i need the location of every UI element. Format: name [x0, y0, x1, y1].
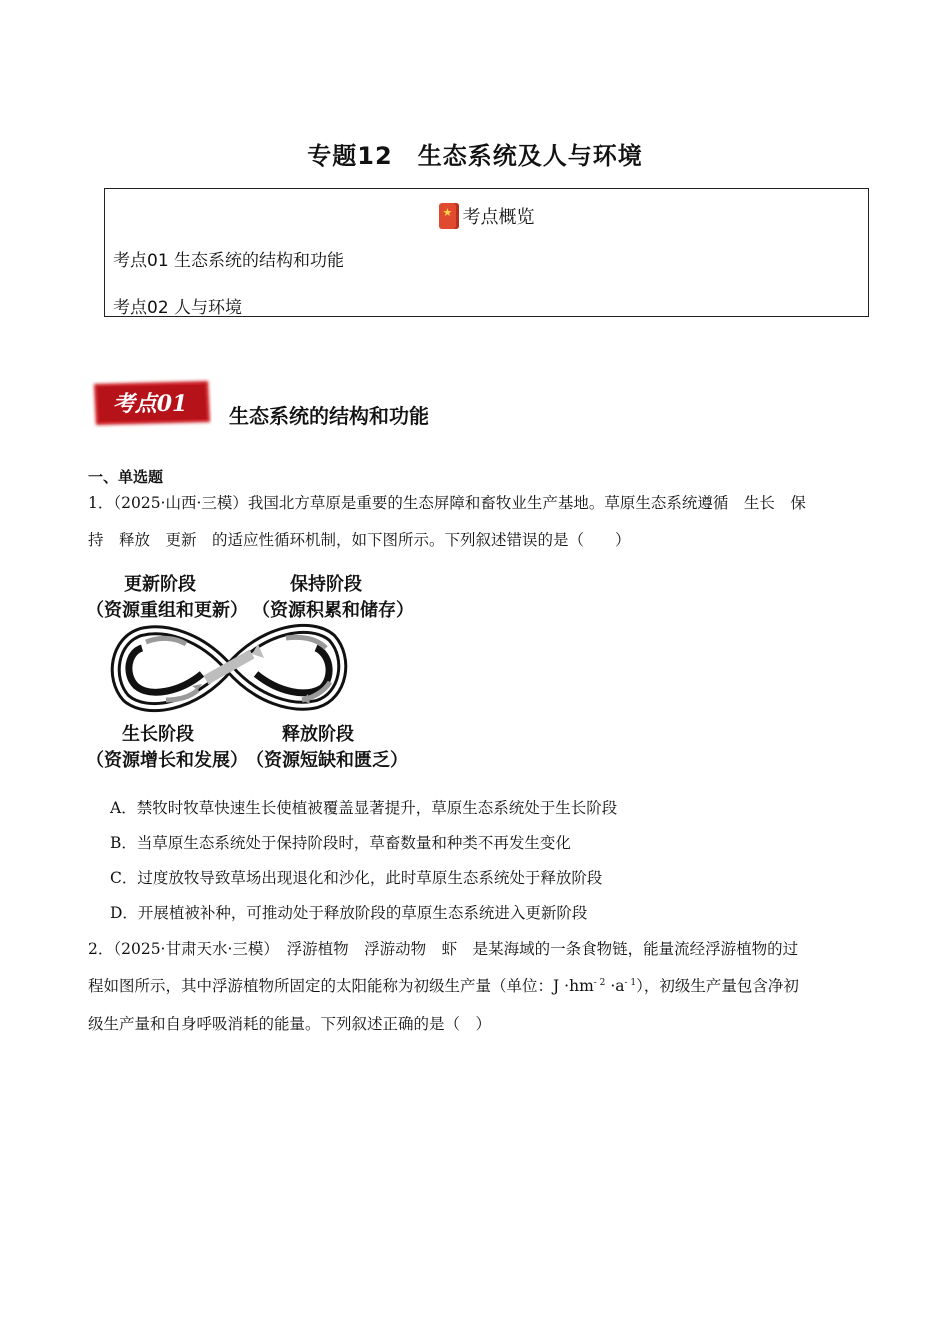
overview-box [104, 188, 869, 317]
overview-item-1: 考点01 生态系统的结构和功能 [113, 251, 345, 271]
label-release-sub: （资源短缺和匮乏） [246, 750, 408, 771]
q1-stem-line1: 1．（2025·山西·三模）我国北方草原是重要的生态屏障和畜牧业生产基地。草原生态系统遵循 生长 保 [88, 494, 806, 512]
section-title: 生态系统的结构和功能 [229, 404, 429, 428]
q2-line2-end: ），初级生产量包含净初 [636, 977, 799, 995]
unit-exponent-1: - 2 [593, 977, 606, 988]
book-icon [439, 203, 459, 229]
label-maintain: 保持阶段 [290, 574, 362, 595]
q2-line2-start: 程如图所示，其中浮游植物所固定的太阳能称为初级生产量（单位： [88, 977, 554, 995]
infinity-loop-icon [106, 618, 352, 718]
q1-option-a: A．禁牧时牧草快速生长使植被覆盖显著提升，草原生态系统处于生长阶段 [110, 799, 618, 817]
label-growth-sub: （资源增长和发展） [86, 750, 248, 771]
q2-stem-line3: 级生产量和自身呼吸消耗的能量。下列叙述正确的是（ ） [88, 1015, 492, 1033]
label-renewal: 更新阶段 [124, 574, 196, 595]
page-title: 专题12 生态系统及人与环境 [307, 142, 643, 170]
unit-text-2: ·a [605, 977, 625, 995]
q1-option-c: C．过度放牧导致草场出现退化和沙化，此时草原生态系统处于释放阶段 [110, 869, 603, 887]
q1-option-b: B．当草原生态系统处于保持阶段时，草畜数量和种类不再发生变化 [110, 834, 571, 852]
q1-option-d: D．开展植被补种，可推动处于释放阶段的草原生态系统进入更新阶段 [110, 904, 588, 922]
q1-stem-line2: 持 释放 更新 的适应性循环机制，如下图所示。下列叙述错误的是（ ） [88, 531, 631, 549]
question-type: 一、单选题 [88, 468, 164, 486]
adaptive-cycle-diagram [86, 568, 416, 773]
unit-exponent-2: - 1 [624, 977, 637, 988]
q2-stem-line2 [88, 974, 799, 996]
label-release: 释放阶段 [282, 724, 354, 745]
overview-heading [105, 203, 868, 229]
overview-heading-text: 考点概览 [462, 207, 535, 228]
unit-text: J ·hm [553, 977, 594, 995]
overview-item-2: 考点02 人与环境 [113, 298, 243, 318]
label-growth: 生长阶段 [122, 724, 194, 745]
label-maintain-sub: （资源积累和储存） [252, 600, 414, 621]
label-renewal-sub: （资源重组和更新） [86, 600, 248, 621]
section-badge-text: 考点01 [112, 391, 188, 417]
q2-stem-line1: 2．（2025·甘肃天水·三模） 浮游植物 浮游动物 虾 是某海域的一条食物链，能量流经浮游植物的过 [88, 940, 799, 958]
section-badge [90, 378, 212, 428]
